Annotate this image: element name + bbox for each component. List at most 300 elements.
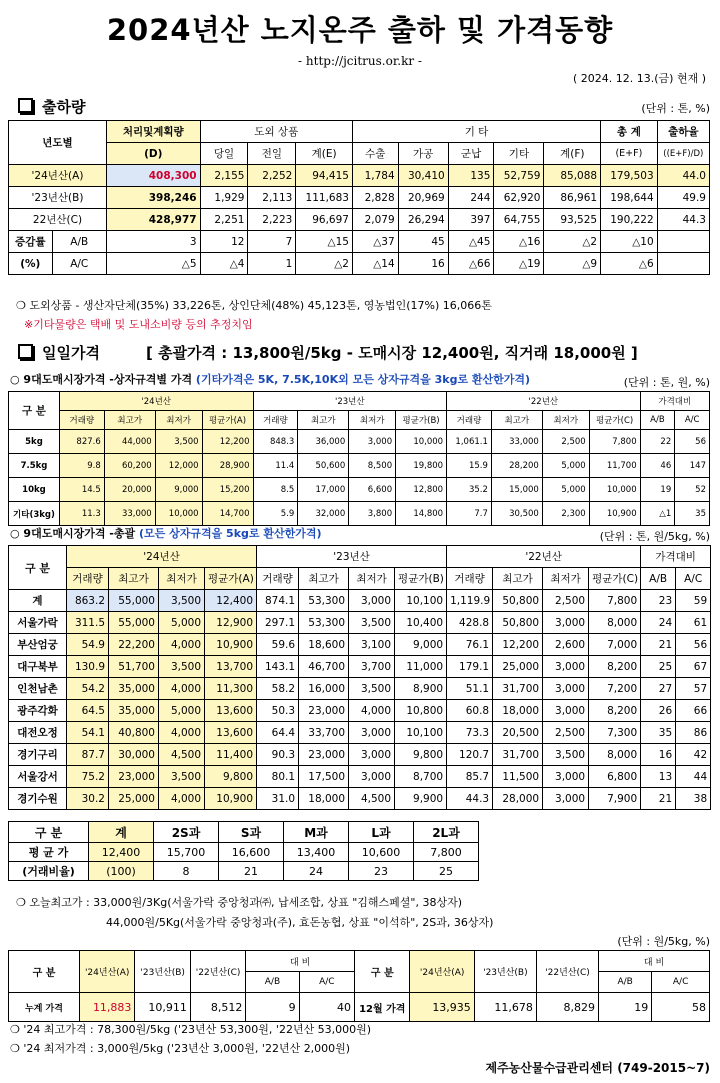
- cum-col-gubun-right: 구 분: [355, 951, 410, 993]
- market-cell: 53,300: [299, 590, 349, 612]
- col-sub: 군납: [448, 143, 494, 165]
- market-cell: 85.7: [447, 766, 493, 788]
- grade-cell: 50,600: [298, 454, 349, 478]
- col-total: 총 계: [601, 121, 658, 143]
- change-cell: △10: [601, 231, 658, 253]
- col-domestic: 도외 상품: [200, 121, 352, 143]
- market-cell: 33,700: [299, 722, 349, 744]
- shipment-cell: 64,755: [494, 209, 544, 231]
- market-cell: 16,000: [299, 678, 349, 700]
- market-cell: 4,500: [159, 744, 205, 766]
- grade-sub: 거래량: [253, 411, 298, 430]
- market-cell: 57: [676, 678, 711, 700]
- market-cell: 26: [641, 700, 676, 722]
- market-sub: 최고가: [299, 568, 349, 590]
- grade-cell: 10,000: [589, 478, 640, 502]
- market-sub: 거래량: [257, 568, 299, 590]
- shipment-cell: 49.9: [657, 187, 709, 209]
- grade-cell: 147: [675, 454, 710, 478]
- market-cell: 3,000: [543, 678, 589, 700]
- market-row-label: 서울강서: [9, 766, 67, 788]
- shipment-cell: 96,697: [296, 209, 353, 231]
- shipment-cell: 2,251: [200, 209, 248, 231]
- shipment-change-row: [9, 231, 710, 253]
- season-max-note: ❍ '24 최고가격 : 78,300원/5kg ('23년산 53,300원, '22년산 53,000원): [10, 1023, 372, 1036]
- size-col-header: 계: [89, 822, 154, 843]
- market-cell: 38: [676, 788, 711, 810]
- grade-cell: 12,200: [202, 430, 253, 454]
- market-cell: 120.7: [447, 744, 493, 766]
- market-col-gubun: 구 분: [9, 546, 67, 590]
- grade-cell: 8,500: [349, 454, 396, 478]
- grade-cell: 3,000: [349, 430, 396, 454]
- shipment-cell: 2,252: [248, 165, 296, 187]
- change-cell: △15: [296, 231, 353, 253]
- market-cell: 35,000: [109, 700, 159, 722]
- grade-cell: 7.7: [447, 502, 492, 526]
- change-cell: △6: [601, 253, 658, 275]
- grade-cell: 3,800: [349, 502, 396, 526]
- market-cell: 10,800: [395, 700, 447, 722]
- grade-cell: 11,700: [589, 454, 640, 478]
- size-ratio-cell: 25: [414, 862, 479, 881]
- grade-sub: 최고가: [491, 411, 542, 430]
- market-cell: 28,000: [493, 788, 543, 810]
- shipment-section-title: 출하량: [18, 96, 85, 117]
- grade-cell: 35.2: [447, 478, 492, 502]
- market-cell: 9,000: [395, 634, 447, 656]
- grade-cell: 33,000: [491, 430, 542, 454]
- size-ratio-cell: 8: [154, 862, 219, 881]
- market-cell: 13,600: [205, 722, 257, 744]
- shipment-cell: 244: [448, 187, 494, 209]
- cumulative-unit: (단위 : 원/5kg, %): [617, 935, 710, 948]
- grade-cell: 46: [640, 454, 675, 478]
- market-cell: 27: [641, 678, 676, 700]
- cum-left-cell: 10,911: [135, 993, 190, 1022]
- grade-cell: 22: [640, 430, 675, 454]
- market-cell: 54.9: [67, 634, 109, 656]
- market-sub: 최고가: [493, 568, 543, 590]
- market-cell: 2,500: [543, 722, 589, 744]
- checkbox-square-icon: [18, 344, 33, 359]
- shipment-cell: 20,969: [398, 187, 448, 209]
- market-cell: 87.7: [67, 744, 109, 766]
- grade-cell: 11.4: [253, 454, 298, 478]
- cum-left-cell: 9: [246, 993, 299, 1022]
- market-cell: 35,000: [109, 678, 159, 700]
- grade-cell: 2,500: [542, 430, 589, 454]
- shipment-table: [8, 120, 710, 275]
- change-cell: 12: [200, 231, 248, 253]
- grade-col-year: '24년산: [59, 392, 253, 411]
- market-cell: 297.1: [257, 612, 299, 634]
- market-table-title: ○ 9대도매시장가격 -총괄 (모든 상자규격을 5kg로 환산한가격): [10, 527, 322, 540]
- market-cell: 18,600: [299, 634, 349, 656]
- market-cell: 16: [641, 744, 676, 766]
- grade-row-label: 10kg: [9, 478, 60, 502]
- market-cell: 58.2: [257, 678, 299, 700]
- market-cell: 7,800: [589, 590, 641, 612]
- market-cell: 17,500: [299, 766, 349, 788]
- market-cell: 8,000: [589, 744, 641, 766]
- cum-col-a-right: '24년산(A): [410, 951, 474, 993]
- grade-cell: 5.9: [253, 502, 298, 526]
- market-row: [9, 612, 711, 634]
- market-sub: 거래량: [67, 568, 109, 590]
- market-cell: 22,200: [109, 634, 159, 656]
- grade-cell: 28,900: [202, 454, 253, 478]
- market-cell: 25: [641, 656, 676, 678]
- market-cell: 51.1: [447, 678, 493, 700]
- grade-cell: 14.5: [59, 478, 104, 502]
- change-cell: △2: [544, 231, 601, 253]
- shipment-cell: 428,977: [106, 209, 200, 231]
- size-col-header: L과: [349, 822, 414, 843]
- market-cell: 73.3: [447, 722, 493, 744]
- cum-col-compare: 대 비: [246, 951, 355, 972]
- size-col-header: 2S과: [154, 822, 219, 843]
- market-cell: 5,000: [159, 612, 205, 634]
- size-ratio-cell: 21: [219, 862, 284, 881]
- market-cell: 10,900: [205, 634, 257, 656]
- market-cell: 2,600: [543, 634, 589, 656]
- report-date: ( 2024. 12. 13.(금) 현재 ): [572, 72, 706, 85]
- cum-right-cell: 13,935: [410, 993, 474, 1022]
- market-sub: 평균가(A): [205, 568, 257, 590]
- market-cell: 90.3: [257, 744, 299, 766]
- market-cell: 23,000: [109, 766, 159, 788]
- grade-cell: 60,200: [104, 454, 155, 478]
- market-cell: 10,100: [395, 590, 447, 612]
- size-col-header: S과: [219, 822, 284, 843]
- grade-cell: 10,900: [589, 502, 640, 526]
- change-cell: 16: [398, 253, 448, 275]
- market-cell: 54.1: [67, 722, 109, 744]
- grade-cell: 44,000: [104, 430, 155, 454]
- market-cell: 50,800: [493, 612, 543, 634]
- cum-left-label: 누계 가격: [9, 993, 80, 1022]
- grade-col-gubun: 구 분: [9, 392, 60, 430]
- market-table-unit: (단위 : 톤, 원/5kg, %): [599, 530, 710, 543]
- market-cell: 7,000: [589, 634, 641, 656]
- market-row: [9, 722, 711, 744]
- market-cell: 20,500: [493, 722, 543, 744]
- change-cell: △5: [106, 253, 200, 275]
- grade-cell: 12,800: [396, 478, 447, 502]
- shipment-cell: 2,079: [352, 209, 398, 231]
- market-cell: 75.2: [67, 766, 109, 788]
- cum-col-compare-right: 대 비: [599, 951, 710, 972]
- market-cell: 7,900: [589, 788, 641, 810]
- grade-cell: 19,800: [396, 454, 447, 478]
- col-rate-sub: ((E+F)/D): [657, 143, 709, 165]
- grade-cell: 848.3: [253, 430, 298, 454]
- shipment-cell: 198,644: [601, 187, 658, 209]
- market-cell: 3,000: [349, 590, 395, 612]
- market-cell: 2,500: [543, 590, 589, 612]
- grade-sub: 평균가(A): [202, 411, 253, 430]
- grade-cell: 5,000: [542, 478, 589, 502]
- size-ratio-cell: (100): [89, 862, 154, 881]
- market-cell: 64.4: [257, 722, 299, 744]
- size-col-header: 구 분: [9, 822, 89, 843]
- change-cell: [657, 231, 709, 253]
- market-cell: 8,000: [589, 612, 641, 634]
- market-sub: 평균가(C): [589, 568, 641, 590]
- market-cell: 35: [641, 722, 676, 744]
- grade-cell: 14,700: [202, 502, 253, 526]
- grade-price-table: [8, 391, 710, 526]
- grade-cell: 6,600: [349, 478, 396, 502]
- cum-col-a: '24년산(A): [79, 951, 134, 993]
- market-cell: 51,700: [109, 656, 159, 678]
- market-cell: 64.5: [67, 700, 109, 722]
- grade-cell: 32,000: [298, 502, 349, 526]
- market-cell: 50,800: [493, 590, 543, 612]
- grade-cell: 17,000: [298, 478, 349, 502]
- shipment-cell: 85,088: [544, 165, 601, 187]
- change-row-label: A/C: [52, 253, 106, 275]
- grade-cell: 52: [675, 478, 710, 502]
- market-cell: 53,300: [299, 612, 349, 634]
- market-cell: 13: [641, 766, 676, 788]
- market-cell: 12,200: [493, 634, 543, 656]
- grade-sub: 최고가: [104, 411, 155, 430]
- market-cell: 10,400: [395, 612, 447, 634]
- market-row: [9, 590, 711, 612]
- cum-col-c: '22년산(C): [190, 951, 245, 993]
- market-cell: 5,000: [159, 700, 205, 722]
- shipment-cell: 408,300: [106, 165, 200, 187]
- market-cell: 8,200: [589, 700, 641, 722]
- market-row: [9, 678, 711, 700]
- change-cell: 45: [398, 231, 448, 253]
- shipment-unit: (단위 : 톤, %): [641, 102, 710, 115]
- market-cell: 874.1: [257, 590, 299, 612]
- change-cell: △45: [448, 231, 494, 253]
- market-row-label: 인천남촌: [9, 678, 67, 700]
- grade-cell: 30,500: [491, 502, 542, 526]
- shipment-cell: 52,759: [494, 165, 544, 187]
- market-cell: 59.6: [257, 634, 299, 656]
- market-row-label: 대구북부: [9, 656, 67, 678]
- market-cell: 55,000: [109, 590, 159, 612]
- market-cell: 86: [676, 722, 711, 744]
- col-sub: 기타: [494, 143, 544, 165]
- col-plan: 처리및계획량: [106, 121, 200, 143]
- grade-row: [9, 478, 710, 502]
- market-cell: 13,700: [205, 656, 257, 678]
- grade-col-compare: 가격대비: [640, 392, 709, 411]
- market-sub: 평균가(B): [395, 568, 447, 590]
- grade-sub: 최저가: [542, 411, 589, 430]
- grade-cell: 10,000: [396, 430, 447, 454]
- size-ratio-cell: 24: [284, 862, 349, 881]
- market-cell: 30.2: [67, 788, 109, 810]
- change-cell: △4: [200, 253, 248, 275]
- cum-right-cell: 19: [599, 993, 652, 1022]
- market-cell: 9,800: [395, 744, 447, 766]
- grade-sub: 거래량: [447, 411, 492, 430]
- shipment-row: [9, 187, 710, 209]
- col-plan-sub: (D): [106, 143, 200, 165]
- market-cell: 10,100: [395, 722, 447, 744]
- market-sub: A/B: [641, 568, 676, 590]
- grade-cell: 10,000: [155, 502, 202, 526]
- grade-row: [9, 430, 710, 454]
- market-cell: 130.9: [67, 656, 109, 678]
- col-sub: 계(F): [544, 143, 601, 165]
- market-cell: 3,000: [543, 656, 589, 678]
- grade-cell: 35: [675, 502, 710, 526]
- market-cell: 25,000: [109, 788, 159, 810]
- grade-cell: 20,000: [104, 478, 155, 502]
- change-row-label: A/B: [52, 231, 106, 253]
- grade-row-label: 5kg: [9, 430, 60, 454]
- shipment-row-label: '23년산(B): [9, 187, 107, 209]
- shipment-cell: 26,294: [398, 209, 448, 231]
- shipment-cell: 30,410: [398, 165, 448, 187]
- market-cell: 3,100: [349, 634, 395, 656]
- market-row-label: 경기구리: [9, 744, 67, 766]
- market-row: [9, 788, 711, 810]
- market-price-table: [8, 545, 711, 810]
- page-title: 2024년산 노지온주 출하 및 가격동향: [106, 13, 614, 47]
- grade-cell: 1,061.1: [447, 430, 492, 454]
- market-col-year: '23년산: [257, 546, 447, 568]
- grade-col-year: '22년산: [447, 392, 641, 411]
- market-cell: 11,400: [205, 744, 257, 766]
- market-row: [9, 700, 711, 722]
- shipment-cell: 135: [448, 165, 494, 187]
- market-cell: 11,000: [395, 656, 447, 678]
- grade-sub: 거래량: [59, 411, 104, 430]
- shipment-cell: 44.0: [657, 165, 709, 187]
- change-cell: △14: [352, 253, 398, 275]
- market-cell: 56: [676, 634, 711, 656]
- change-cell: △16: [494, 231, 544, 253]
- market-cell: 3,000: [543, 612, 589, 634]
- market-cell: 54.2: [67, 678, 109, 700]
- market-row-label: 부산엄궁: [9, 634, 67, 656]
- shipment-note: ❍ 도외상품 - 생산자단체(35%) 33,226톤, 상인단체(48%) 45,123톤, 영농법인(17%) 16,066톤: [16, 299, 492, 312]
- grade-cell: 12,000: [155, 454, 202, 478]
- market-cell: 4,000: [159, 722, 205, 744]
- market-cell: 55,000: [109, 612, 159, 634]
- col-year: 년도별: [9, 121, 107, 165]
- market-cell: 3,500: [543, 744, 589, 766]
- today-high-line2: 44,000원/5Kg(서울가락 중앙청과(주), 효돈농협, 상표 "이석하", 2S과, 36상자): [106, 916, 494, 929]
- site-url[interactable]: - http://jcitrus.or.kr -: [298, 54, 422, 68]
- market-cell: 31.0: [257, 788, 299, 810]
- market-cell: 3,000: [349, 766, 395, 788]
- market-col-compare: 가격대비: [641, 546, 711, 568]
- cum-right-label: 12월 가격: [355, 993, 410, 1022]
- shipment-cell: 2,155: [200, 165, 248, 187]
- grade-sub: 최고가: [298, 411, 349, 430]
- market-row-label: 계: [9, 590, 67, 612]
- shipment-cell: 93,525: [544, 209, 601, 231]
- market-cell: 3,000: [543, 700, 589, 722]
- grade-cell: 827.6: [59, 430, 104, 454]
- cum-left-cell: 40: [299, 993, 354, 1022]
- market-cell: 12,400: [205, 590, 257, 612]
- cum-col-b-right: '23년산(B): [474, 951, 536, 993]
- grade-cell: △1: [640, 502, 675, 526]
- shipment-cell: 94,415: [296, 165, 353, 187]
- market-cell: 30,000: [109, 744, 159, 766]
- market-row: [9, 766, 711, 788]
- grade-sub: 평균가(B): [396, 411, 447, 430]
- grade-col-year: '23년산: [253, 392, 447, 411]
- change-label: 증감률: [9, 231, 53, 253]
- market-cell: 4,000: [159, 678, 205, 700]
- market-row-label: 서울가락: [9, 612, 67, 634]
- market-cell: 21: [641, 788, 676, 810]
- market-cell: 50.3: [257, 700, 299, 722]
- market-cell: 7,200: [589, 678, 641, 700]
- grade-cell: 2,300: [542, 502, 589, 526]
- shipment-cell: 86,961: [544, 187, 601, 209]
- market-sub: 최고가: [109, 568, 159, 590]
- market-cell: 8,200: [589, 656, 641, 678]
- col-rate: 출하율: [657, 121, 709, 143]
- market-cell: 9,800: [205, 766, 257, 788]
- market-cell: 44: [676, 766, 711, 788]
- market-row-label: 경기수원: [9, 788, 67, 810]
- market-cell: 3,500: [349, 678, 395, 700]
- market-cell: 3,000: [349, 722, 395, 744]
- grade-table-unit: (단위 : 톤, 원, %): [623, 376, 710, 389]
- market-cell: 31,700: [493, 678, 543, 700]
- market-sub: 최저가: [159, 568, 205, 590]
- grade-cell: 15,000: [491, 478, 542, 502]
- change-cell: 7: [248, 231, 296, 253]
- change-cell: 3: [106, 231, 200, 253]
- market-cell: 863.2: [67, 590, 109, 612]
- grade-cell: 14,800: [396, 502, 447, 526]
- change-cell: △37: [352, 231, 398, 253]
- shipment-cell: 398,246: [106, 187, 200, 209]
- market-cell: 143.1: [257, 656, 299, 678]
- change-cell: [657, 253, 709, 275]
- grade-cell: 9,000: [155, 478, 202, 502]
- market-cell: 23,000: [299, 700, 349, 722]
- grade-cell: 15.9: [447, 454, 492, 478]
- size-avg-cell: 16,600: [219, 843, 284, 862]
- market-cell: 8,700: [395, 766, 447, 788]
- size-ratio-label: (거래비율): [9, 862, 89, 881]
- market-cell: 66: [676, 700, 711, 722]
- market-row-label: 대전오정: [9, 722, 67, 744]
- grade-row: [9, 454, 710, 478]
- grade-sub: 최저가: [349, 411, 396, 430]
- cumulative-price-table: [8, 950, 710, 1022]
- market-cell: 428.8: [447, 612, 493, 634]
- size-col-header: M과: [284, 822, 349, 843]
- change-cell: △9: [544, 253, 601, 275]
- market-cell: 25,000: [493, 656, 543, 678]
- market-cell: 1,119.9: [447, 590, 493, 612]
- market-cell: 3,000: [543, 766, 589, 788]
- col-sub: 전일: [248, 143, 296, 165]
- price-summary: [ 총괄가격 : 13,800원/5kg - 도매시장 12,400원, 직거래 18,000원 ]: [146, 344, 638, 362]
- cum-right-cell: 11,678: [474, 993, 536, 1022]
- size-avg-cell: 15,700: [154, 843, 219, 862]
- market-cell: 4,000: [159, 788, 205, 810]
- market-cell: 31,700: [493, 744, 543, 766]
